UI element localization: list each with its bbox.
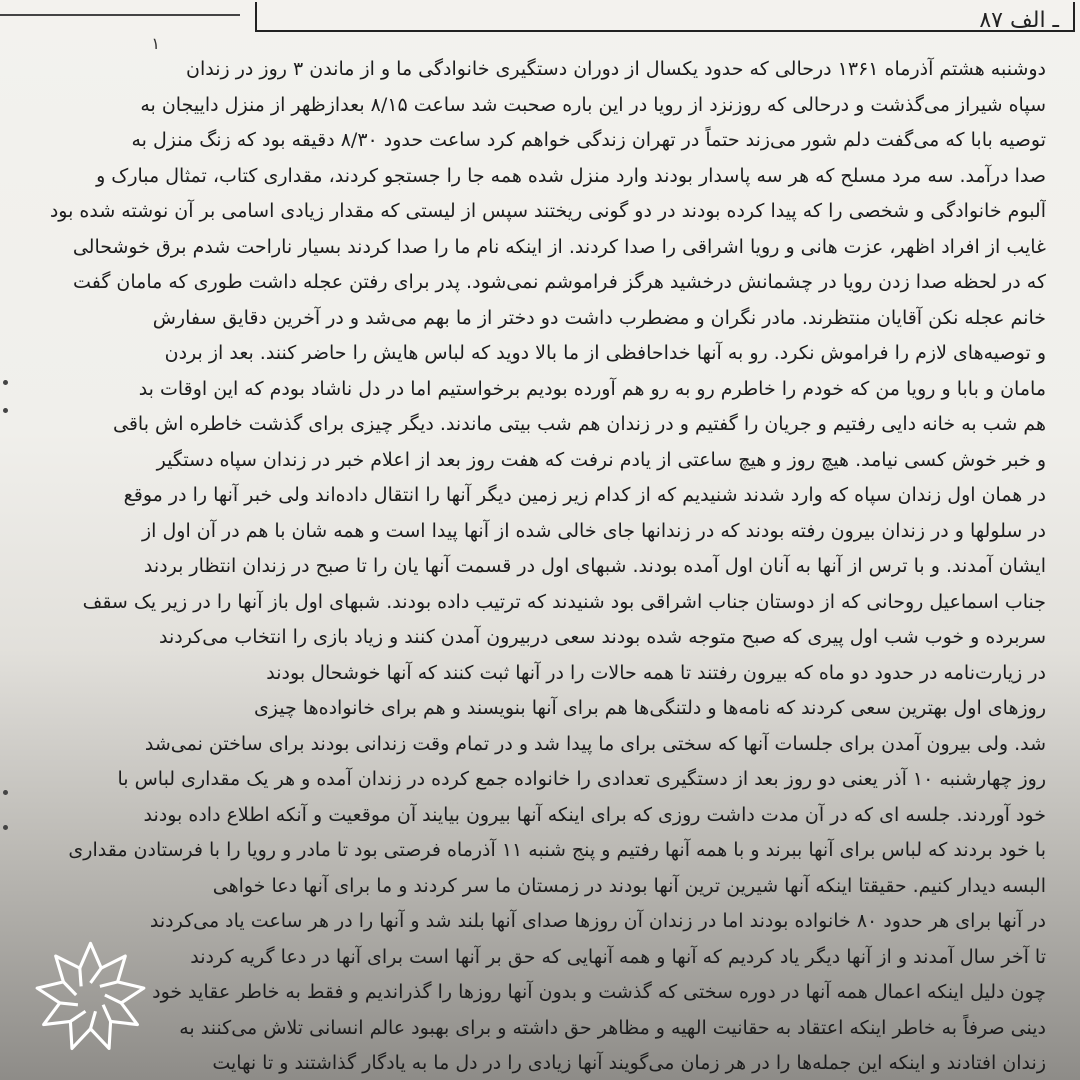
text-line: در سلولها و در زندان بیرون رفته بودند که در زندانها جای خالی شده از آنها پیدا است و همه شان با هم در آن اول از: [141, 519, 1046, 542]
text-line: دینی صرفاً به خاطر اینکه اعتقاد به حقانیت الهیه و مظاهر حق داشته و برای بهبود عالم انسانی تلاش می‌کنند به: [179, 1016, 1046, 1039]
logo-inner-stroke: [80, 968, 81, 986]
page-label: ۸۷ ـ الف: [979, 8, 1059, 33]
text-line: روز چهارشنبه ۱۰ آذر یعنی دو روز بعد از دستگیری تعدادی را خانواده جمع کرده در زندان آمده و هر یک مقداری لباس با: [117, 768, 1046, 790]
corner-mark: [0, 2, 240, 16]
text-line: شد. ولی بیرون آمدن برای جلسات آنها که سختی برای ما پیدا شد و در تمام وقت زندانی بودند برای ساختن نمی‌شد: [144, 732, 1046, 755]
logo-inner-stroke: [100, 982, 118, 986]
text-line: جناب اسماعیل روحانی که از دوستان جناب اشراقی بود شنیدند که ترتیب داده بودند. شبهای اول باز آنها را در زیر یک سقف: [82, 590, 1046, 613]
handwritten-text-body: [36, 52, 1046, 1080]
text-line: زندان افتادند و اینکه این جمله‌ها را در هر زمان می‌گویند آنها زیادی را در دل ما به یادگار گذاشتند و تا نهایت: [212, 1052, 1046, 1074]
text-line: چون دلیل اینکه اعمال همه آنها در دوره سختی که گذشت و بدون آنها روزها را گذراندیم و فقط به خاطر عقاید خود: [152, 981, 1046, 1003]
header-frame: [255, 2, 1075, 32]
text-line: غایب از افراد اظهر، عزت هانی و رویا اشراقی را صدا کردند. از اینکه نام ما را صدا کردند بسیار ناراحت شدم برق خوشحالی: [72, 235, 1046, 258]
margin-dot: [3, 790, 8, 795]
logo-inner-stroke: [103, 1005, 111, 1022]
logo-inner-stroke: [105, 995, 121, 1003]
margin-dot: [3, 825, 8, 830]
logo-inner-stroke: [91, 968, 102, 983]
line-number: ۱: [151, 34, 160, 53]
margin-dots: [0, 380, 14, 840]
text-line: دوشنبه هشتم آذرماه ۱۳۶۱ درحالی که حدود یکسال از دوران دستگیری خانوادگی ما و از ماندن ۳ روز در زندان: [186, 58, 1046, 80]
text-line: آلبوم خانوادگی و شخصی را که پیدا کرده بودند در دو گونی ریختند سپس از لیستی که مقدار زیادی اسامی بر آن نوشته شده بود: [49, 200, 1046, 222]
text-line: با خود بردند که لباس برای آنها ببرند و با همه آنها رفتیم و پنج شنبه ۱۱ آذرماه فرصتی بود تا مادر و رویا را با فرستادن مقداری: [68, 839, 1046, 861]
text-line: خود آوردند. جلسه ای که در آن مدت داشت روزی که برای اینکه آنها بیرون بیایند آن موقعیت و آنکه اطلاع داده بودند: [143, 803, 1046, 826]
margin-dot: [3, 380, 8, 385]
logo-inner-stroke: [70, 1011, 85, 1021]
text-line: و خبر خوش کسی نیامد. هیچ روز و هیچ ساعتی از یادم نرفت که هفت روز بعد از اعلام خبر در زندان سپاه دستگیر: [156, 448, 1046, 471]
text-line: در آنها برای هر حدود ۸۰ خانواده بودند اما در زندان آن روزها صدای آنها بلند شد و آنها را در هر ساعت یاد می‌کردند: [149, 910, 1046, 932]
text-line: توصیه بابا که می‌گفت دلم شور می‌زند حتماً در تهران زندگی خواهم کرد ساعت حدود ۸/۳۰ دقیقه بود که زنگ منزل به: [131, 129, 1046, 151]
text-line: و توصیه‌های لازم را فراموش نکرد. رو به آنها خداحافظی از ما بالا دوید که لباس هایش را حاضر کنند. بعد از بردن: [164, 342, 1046, 364]
nine-pointed-star-logo-icon: [28, 935, 153, 1060]
text-line: هم شب به خانه دایی رفتیم و جریان را گفتیم و در زندان هم شب بیتی ماندند. دیگر چیزی برای گذشت خاطره اش باقی: [112, 413, 1046, 435]
logo-inner-stroke: [63, 982, 76, 995]
text-line: البسه دیدار کنیم. حقیقتا اینکه آنها شیرین ترین آنها بودند در زمستان ما سر کردند و ما برای آنها دعا خواهی: [212, 874, 1046, 897]
text-line: در همان اول زندان سپاه که وارد شدند شنیدیم که از کدام زیر زمین دیگر آنها را انتقال داده‌اند ولی خبر آنها را در موقع: [123, 484, 1046, 506]
text-line: تا آخر سال آمدند و از آنها دیگر یاد کردیم که آنها و همه آنهایی که حق بر آنها است برای آنها در دعا گریه کردند: [190, 945, 1046, 968]
text-line: که در لحظه صدا زدن رویا در چشمانش درخشید هرگز فراموشم نمی‌شود. پدر برای رفتن عجله داشت طوری که مامان گفت: [73, 271, 1046, 293]
text-line: روزهای اول بهترین سعی کردند که نامه‌ها و دلتنگی‌ها هم برای آنها بنویسند و هم برای خانواده‌ها چیزی: [253, 697, 1046, 719]
text-line: صدا درآمد. سه مرد مسلح که هر سه پاسدار بودند وارد منزل شده همه جا را جستجو کردند، مقداری کتاب، تمثال مبارک و: [96, 164, 1046, 187]
logo-inner-stroke: [60, 1003, 78, 1005]
text-line: ایشان آمدند. و با ترس از آنها به آنان اول آمده بودند. شبهای اول در قسمت آنها یان را تا صبح در زندان انتظار بردند: [143, 555, 1046, 577]
text-line: سربرده و خوب شب اول پیری که صبح متوجه شده بودند سعی دربیرون آمدن کنند و زیاد بازی را انتخاب می‌کردند: [159, 626, 1046, 648]
text-line: مامان و بابا و رویا من که خودم را خاطرم رو به رو هم آورده بودیم برخواستیم اما در دل ناشاد بودم که این اوقات بد: [138, 377, 1046, 400]
text-line: سپاه شیراز می‌گذشت و درحالی که روزنزد از رویا در این باره صحبت شد ساعت ۸/۱۵ بعدازظهر از منزل داییجان به: [140, 93, 1046, 116]
margin-dot: [3, 408, 8, 413]
text-line: خانم عجله نکن آقایان منتظرند. مادر نگران و مضطرب داشت دو دختر از ما بهم می‌شد و در آخرین دقایق سفارش: [152, 306, 1046, 329]
text-line: در زیارت‌نامه در حدود دو ماه که بیرون رفتند تا همه حالات را در آنها ثبت کنند که آنها خوشحال بودند: [266, 661, 1046, 684]
logo-inner-stroke: [91, 1011, 96, 1029]
logo-star-outline: [37, 943, 144, 1048]
